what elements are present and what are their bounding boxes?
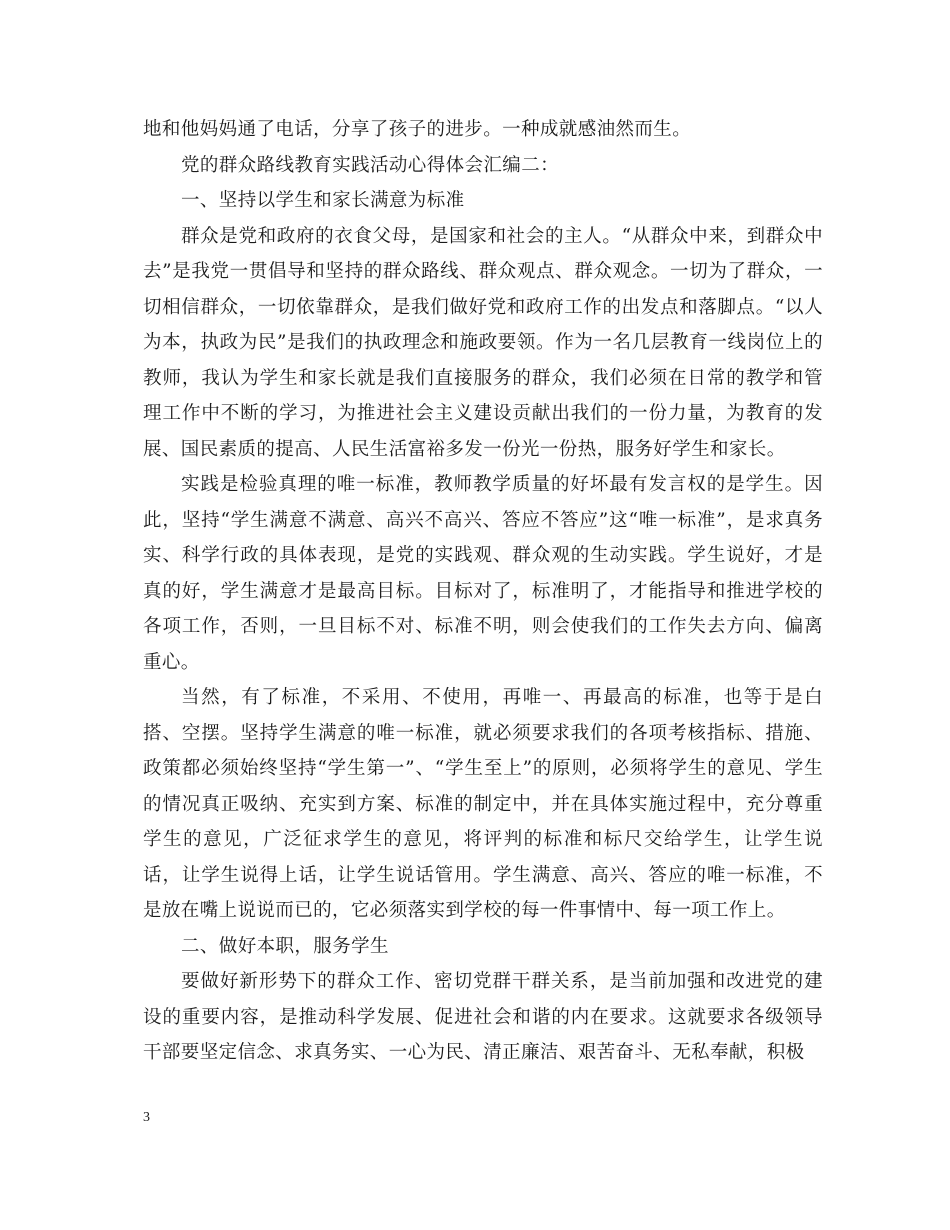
paragraph-2: 群众是党和政府的衣食父母，是国家和社会的主人。“从群众中来，到群众中去”是我党一贯倡导和坚持的群众路线、群众观点、群众观念。一切为了群众，一切相信群众，一切依靠群众，是我们做好党和政府工作的出发点和落脚点。“以人为本，执政为民”是我们的执政理念和施政要领。作为一名几层教育一线岗位上的教师，我认为学生和家长就是我们直接服务的群众，我们必须在日常的教学和管理工作中不断的学习，为推进社会主义建设贡献出我们的一份力量，为教育的发展、国民素质的提高、人民生活富裕多发一份光一份热，服务好学生和家长。	[143, 225, 823, 460]
paragraph-5: 要做好新形势下的群众工作、密切党群干群关系，是当前加强和改进党的建设的重要内容，是推动科学发展、促进社会和谐的内在要求。这就要求各级领导干部要坚定信念、求真务实、一心为民、清正廉洁、艰苦奋斗、无私奉献，积极	[143, 971, 823, 1063]
section-heading-2: 二、做好本职，服务学生	[181, 935, 389, 957]
paragraph-1: 地和他妈妈通了电话，分享了孩子的进步。一种成就感油然而生。	[143, 119, 692, 140]
paragraph-3: 实践是检验真理的唯一标准，教师教学质量的好坏最有发言权的是学生。因此，坚持“学生满意不满意、高兴不高兴、答应不答应”这“唯一标准”，是求真务实、科学行政的具体表现，是党的实践观、群众观的生动实践。学生说好，才是真的好，学生满意才是最高目标。目标对了，标准明了，才能指导和推进学校的各项工作，否则，一旦目标不对、标准不明，则会使我们的工作失去方向、偏离重心。	[143, 474, 823, 673]
document-body	[143, 112, 823, 1071]
section-heading-compilation: 党的群众路线教育实践活动心得体会汇编二：	[181, 154, 560, 176]
page-number: 3	[143, 1110, 150, 1125]
section-heading-1: 一、坚持以学生和家长满意为标准	[181, 190, 465, 211]
paragraph-4: 当然，有了标准，不采用、不使用，再唯一、再最高的标准，也等于是白搭、空摆。坚持学生满意的唯一标准，就必须要求我们的各项考核指标、措施、政策都必须始终坚持“学生第一”、“学生至上”的原则，必须将学生的意见、学生的情况真正吸纳、充实到方案、标准的制定中，并在具体实施过程中，充分尊重学生的意见，广泛征求学生的意见，将评判的标准和标尺交给学生，让学生说话，让学生说得上话，让学生说话管用。学生满意、高兴、答应的唯一标准，不是放在嘴上说说而已的，它必须落实到学校的每一件事情中、每一项工作上。	[143, 687, 823, 921]
